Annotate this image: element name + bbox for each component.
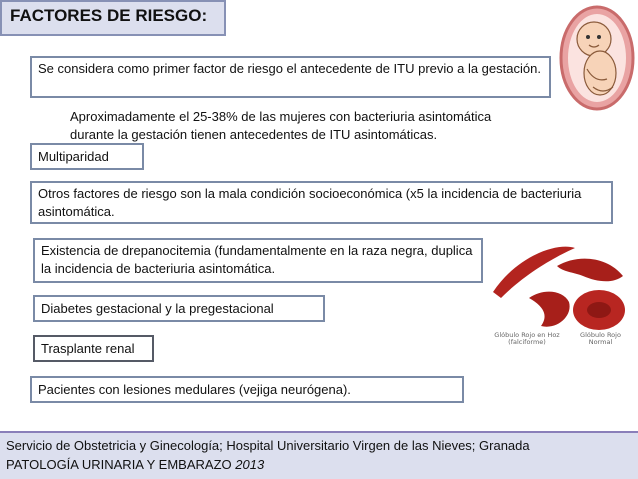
risk-item-socioeconomic: Otros factores de riesgo son la mala condición socioeconómica (x5 la incidencia de bacteriuria asintomática. — [30, 181, 613, 224]
caption-normal-cell: Glóbulo Rojo Normal — [580, 331, 621, 346]
risk-item-diabetes: Diabetes gestacional y la pregestacional — [33, 295, 325, 322]
risk-item-trasplante: Trasplante renal — [33, 335, 154, 362]
risk-item-multiparidad: Multiparidad — [30, 143, 144, 170]
note-line: durante la gestación tienen antecedentes de ITU asintomáticas. — [70, 127, 438, 142]
page-title: FACTORES DE RIESGO: — [0, 0, 226, 36]
caption-sickle-cell: Glóbulo Rojo en Hoz (falciforme) — [494, 331, 560, 346]
prior-itu-note — [70, 108, 560, 144]
risk-item-drepanocitemia: Existencia de drepanocitemia (fundamentalmente en la raza negra, duplica la incidencia de bacteriuria asintomática. — [33, 238, 483, 283]
footer-course — [6, 455, 632, 474]
risk-item-prior-itu: Se considera como primer factor de riesgo el antecedente de ITU previo a la gestación. — [30, 56, 551, 98]
footer-course-title: PATOLOGÍA URINARIA Y EMBARAZO — [6, 457, 232, 472]
fetus-in-womb-illustration — [557, 3, 637, 113]
note-line: Aproximadamente el 25-38% de las mujeres con bacteriuria asintomática — [70, 109, 492, 124]
footer-year: 2013 — [235, 457, 265, 472]
footer — [0, 431, 638, 479]
footer-institution: Servicio de Obstetricia y Ginecología; Hospital Universitario Virgen de las Nieves; Granada — [6, 438, 530, 453]
risk-item-medulares: Pacientes con lesiones medulares (vejiga neurógena). — [30, 376, 464, 403]
